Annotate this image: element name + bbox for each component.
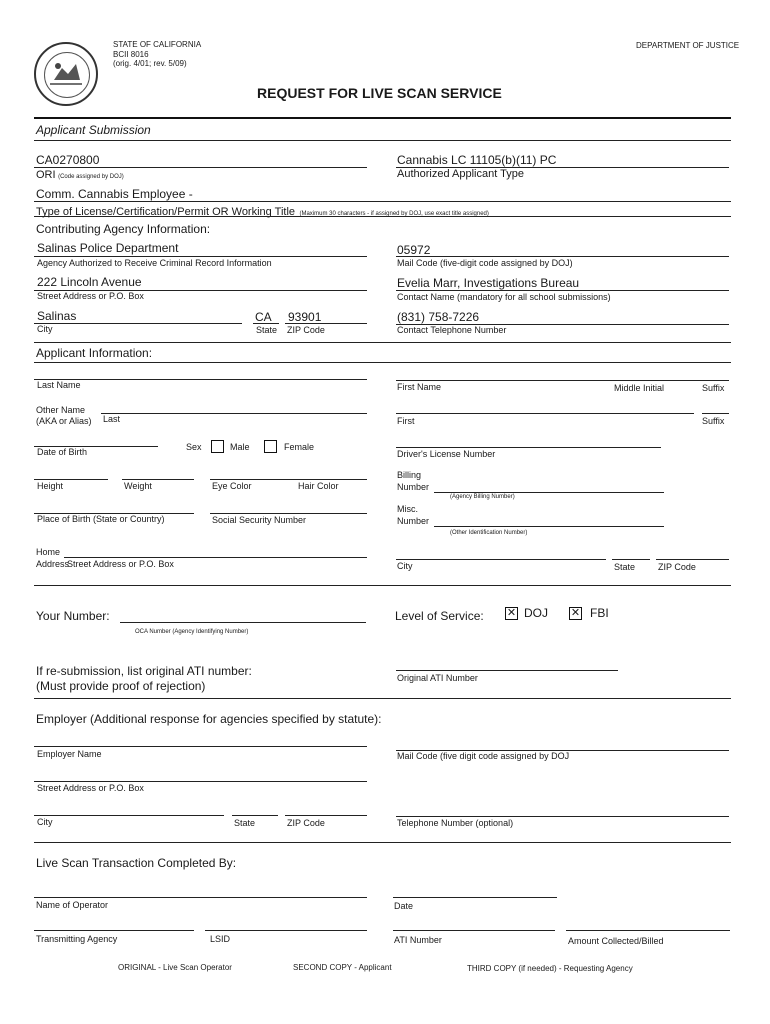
street-label: Street Address or P.O. Box (37, 291, 144, 301)
misc-note: (Other Identification Number) (450, 530, 528, 536)
operator-label: Name of Operator (36, 900, 109, 910)
employer-name-label: Employer Name (37, 749, 102, 759)
date-label: Date (394, 901, 414, 911)
form-revision: (orig. 4/01; rev. 5/09) (113, 59, 187, 68)
contact-value[interactable]: Evelia Marr, Investigations Bureau (397, 276, 580, 290)
first-name-label: First Name (397, 382, 442, 392)
sex-label: Sex (186, 442, 202, 452)
doj-checkbox[interactable]: ✕ (506, 607, 517, 619)
transaction-heading: Live Scan Transaction Completed By: (36, 856, 237, 870)
level-of-service-label: Level of Service: (395, 609, 484, 623)
employer-heading: Employer (Additional response for agencies specified by statute): (36, 712, 382, 726)
height-label: Height (37, 481, 64, 491)
home-zip-label: ZIP Code (658, 562, 696, 572)
zip-value[interactable]: 93901 (288, 310, 322, 324)
city-value[interactable]: Salinas (37, 309, 77, 323)
footer-original: ORIGINAL - Live Scan Operator (118, 963, 232, 972)
department-name: DEPARTMENT OF JUSTICE (636, 41, 740, 50)
contact-label: Contact Name (mandatory for all school submissions) (397, 292, 611, 302)
original-ati-label: Original ATI Number (397, 673, 478, 683)
form-id: BCII 8016 (113, 50, 149, 59)
ori-label: ORI (36, 169, 56, 181)
billing-label-2: Number (397, 482, 430, 492)
other-name-label: Other Name (36, 405, 86, 415)
drivers-license-label: Driver's License Number (397, 449, 496, 459)
employer-zip-label: ZIP Code (287, 818, 325, 828)
hair-color-label: Hair Color (298, 481, 339, 491)
resubmission-line-2: (Must provide proof of rejection) (36, 679, 206, 693)
doj-label: DOJ (524, 606, 548, 620)
suffix-label: Suffix (702, 383, 725, 393)
footer-third: THIRD COPY (if needed) - Requesting Agency (467, 964, 633, 973)
male-checkbox[interactable] (211, 440, 224, 453)
phone-value[interactable]: (831) 758-7226 (397, 310, 480, 324)
applicant-type-label: Authorized Applicant Type (397, 168, 524, 180)
agency-value[interactable]: Salinas Police Department (37, 241, 179, 255)
transmitting-agency-label: Transmitting Agency (36, 934, 118, 944)
employer-mail-code-label: Mail Code (five digit code assigned by DOJ (397, 751, 570, 761)
mail-code-label: Mail Code (five-digit code assigned by DOJ) (397, 258, 573, 268)
your-number-label: Your Number: (36, 609, 110, 623)
ati-number-label: ATI Number (394, 935, 442, 945)
aka-last-label: Last (103, 414, 121, 424)
zip-label: ZIP Code (287, 325, 325, 335)
mail-code-value[interactable]: 05972 (397, 243, 431, 257)
employer-city-label: City (37, 817, 53, 827)
female-label: Female (284, 442, 315, 452)
male-label: Male (230, 442, 250, 452)
place-of-birth-label: Place of Birth (State or Country) (37, 514, 165, 524)
doj-seal-logo (34, 42, 98, 106)
employer-state-label: State (234, 818, 256, 828)
state-name: STATE OF CALIFORNIA (113, 40, 202, 49)
home-city-label: City (397, 561, 413, 571)
state-value[interactable]: CA (255, 310, 272, 324)
ssn-label: Social Security Number (212, 515, 307, 525)
dob-label: Date of Birth (37, 447, 88, 457)
ori-note: (Code assigned by DOJ) (58, 174, 124, 180)
page-title: REQUEST FOR LIVE SCAN SERVICE (257, 85, 502, 101)
contributing-agency-heading: Contributing Agency Information: (36, 222, 211, 236)
aka-label: (AKA or Alias) (36, 416, 92, 426)
aka-suffix-label: Suffix (702, 416, 725, 426)
ori-label-group (36, 169, 124, 181)
license-label: Type of License/Certification/Permit OR Working Title (36, 206, 296, 218)
employer-street-label: Street Address or P.O. Box (37, 783, 144, 793)
city-label: City (37, 324, 53, 334)
middle-initial-label: Middle Initial (614, 383, 665, 393)
misc-label-1: Misc. (397, 504, 418, 514)
home-state-label: State (614, 562, 636, 572)
street-value[interactable]: 222 Lincoln Avenue (37, 275, 142, 289)
billing-note: (Agency Billing Number) (450, 494, 515, 500)
phone-label: Contact Telephone Number (397, 325, 507, 335)
employer-phone-label: Telephone Number (optional) (397, 818, 514, 828)
license-label-group (36, 202, 489, 220)
female-checkbox[interactable] (264, 440, 277, 453)
oca-note: OCA Number (Agency Identifying Number) (135, 629, 249, 635)
home-label: Home (36, 547, 61, 557)
resubmission-line-1: If re-submission, list original ATI number: (36, 664, 252, 678)
license-value[interactable]: Comm. Cannabis Employee - (36, 187, 193, 201)
address-label: Address (36, 559, 70, 569)
last-name-label: Last Name (37, 380, 81, 390)
fbi-label: FBI (590, 606, 609, 620)
ori-value[interactable]: CA0270800 (36, 153, 100, 167)
fbi-checkbox[interactable]: ✕ (570, 607, 581, 619)
footer-second: SECOND COPY - Applicant (293, 963, 392, 972)
state-label: State (256, 325, 278, 335)
aka-first-label: First (397, 416, 415, 426)
applicant-submission-heading: Applicant Submission (36, 123, 151, 137)
eye-color-label: Eye Color (212, 481, 252, 491)
weight-label: Weight (124, 481, 152, 491)
billing-label-1: Billing (397, 470, 422, 480)
license-note: (Maximum 30 characters - if assigned by DOJ, use exact title assigned) (299, 211, 489, 217)
lsid-label: LSID (210, 934, 231, 944)
agency-label: Agency Authorized to Receive Criminal Record Information (37, 258, 272, 268)
home-street-label: Street Address or P.O. Box (67, 559, 174, 569)
amount-label: Amount Collected/Billed (568, 936, 664, 946)
misc-label-2: Number (397, 516, 430, 526)
applicant-type-value[interactable]: Cannabis LC 11105(b)(11) PC (397, 153, 557, 167)
applicant-info-heading: Applicant Information: (36, 346, 153, 360)
